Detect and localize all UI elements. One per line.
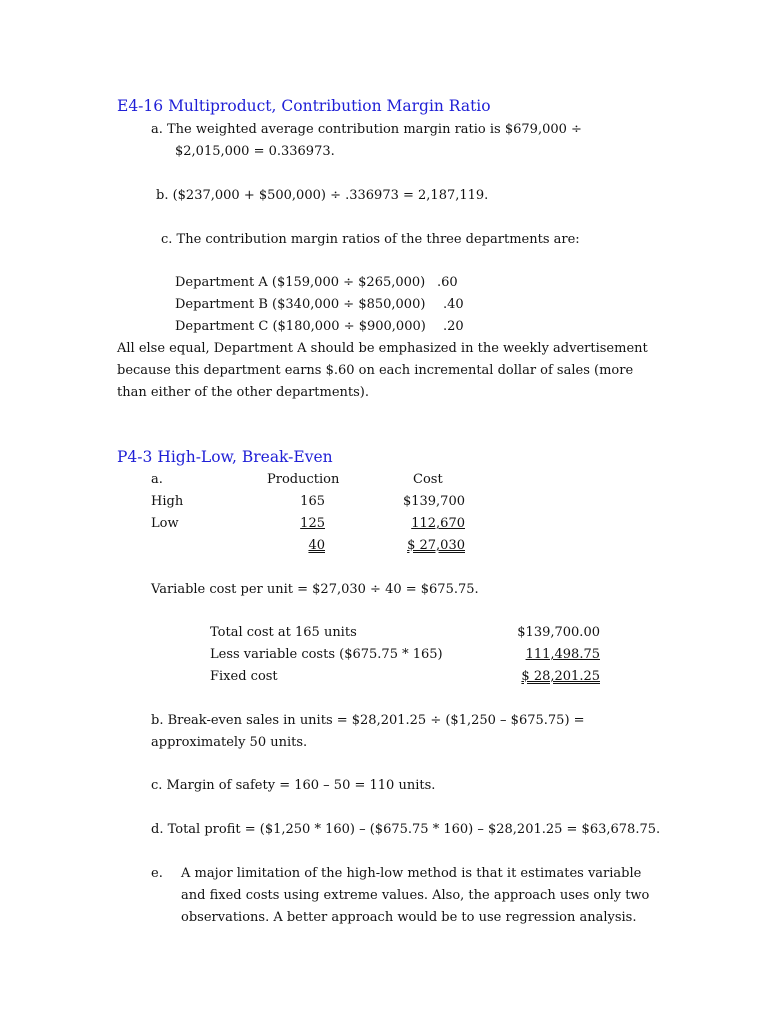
- e4-16-part-c: c. The contribution margin ratios of the three departments are:: [161, 232, 580, 247]
- conclusion-line3: than either of the other departments).: [117, 385, 370, 400]
- conclusion-line2: because this department earns $.60 on each incremental dollar of sales (more: [117, 363, 634, 378]
- e4-16-part-a-line2: $2,015,000 = 0.336973.: [175, 144, 335, 159]
- fixed-cost-label: Fixed cost: [210, 669, 278, 684]
- row-high-label: High: [151, 494, 184, 509]
- less-variable-costs-value: 111,498.75: [525, 647, 600, 662]
- row-high-cost: $139,700: [402, 494, 465, 509]
- total-cost-label: Total cost at 165 units: [210, 625, 357, 640]
- department-a-ratio: .60: [437, 275, 458, 290]
- row-low-label: Low: [151, 516, 179, 531]
- e4-16-heading: E4-16 Multiproduct, Contribution Margin Ratio: [117, 97, 491, 115]
- p4-3-part-c: c. Margin of safety = 160 – 50 = 110 units.: [151, 778, 436, 793]
- conclusion-line1: All else equal, Department A should be emphasized in the weekly advertisement: [117, 341, 648, 356]
- p4-3-part-b-line1: b. Break-even sales in units = $28,201.25 ÷ ($1,250 – $675.75) =: [151, 713, 585, 728]
- fixed-cost-value: $ 28,201.25: [521, 669, 600, 684]
- department-c-ratio: .20: [443, 319, 464, 334]
- department-b-label: Department B ($340,000 ÷ $850,000): [175, 297, 426, 312]
- row-low-cost: 112,670: [411, 516, 465, 531]
- p4-3-part-d: d. Total profit = ($1,250 * 160) – ($675.75 * 160) – $28,201.25 = $63,678.75.: [151, 822, 661, 837]
- e4-16-part-b: b. ($237,000 + $500,000) ÷ .336973 = 2,187,119.: [156, 188, 489, 203]
- p4-3-part-e-line1: A major limitation of the high-low method is that it estimates variable: [181, 866, 642, 881]
- variable-cost-line: Variable cost per unit = $27,030 ÷ 40 = $675.75.: [151, 582, 479, 597]
- table-header-production: Production: [267, 472, 340, 487]
- total-cost-value: $139,700.00: [517, 625, 600, 640]
- department-a-label: Department A ($159,000 ÷ $265,000): [175, 275, 426, 290]
- department-c-label: Department C ($180,000 ÷ $900,000): [175, 319, 426, 334]
- table-header-cost: Cost: [413, 472, 443, 487]
- table-header-part-a: a.: [151, 472, 163, 487]
- row-high-production: 165: [300, 494, 325, 509]
- row-difference-production: 40: [308, 538, 325, 553]
- less-variable-costs-label: Less variable costs ($675.75 * 165): [210, 647, 443, 662]
- department-b-ratio: .40: [443, 297, 464, 312]
- row-low-production: 125: [300, 516, 325, 531]
- p4-3-part-e-marker: e.: [151, 866, 163, 881]
- e4-16-part-a-line1: a. The weighted average contribution margin ratio is $679,000 ÷: [151, 122, 582, 137]
- p4-3-heading: P4-3 High-Low, Break-Even: [117, 448, 333, 466]
- row-difference-cost: $ 27,030: [407, 538, 465, 553]
- p4-3-part-b-line2: approximately 50 units.: [151, 735, 308, 750]
- p4-3-part-e-line2: and fixed costs using extreme values. Also, the approach uses only two: [181, 888, 650, 903]
- p4-3-part-e-line3: observations. A better approach would be to use regression analysis.: [181, 910, 637, 925]
